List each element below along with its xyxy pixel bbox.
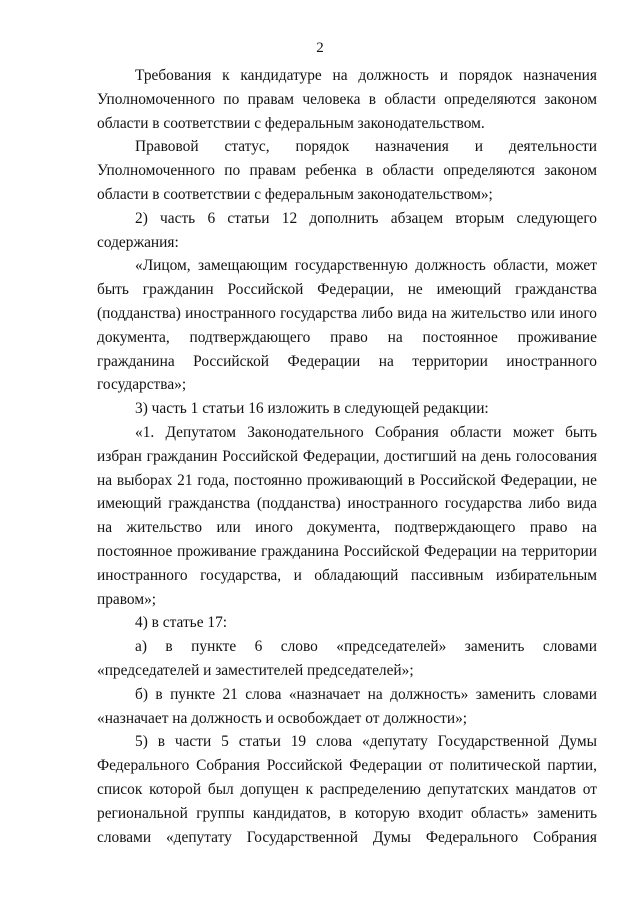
paragraph-item-4b: б) в пункте 21 слова «назначает на должность» заменить словами «назначает на должность и освобождает от должности»; [97,685,597,727]
paragraph-item-2: 2) часть 6 статьи 12 дополнить абзацем вторым следующего содержания: [97,209,597,251]
paragraph-item-4: 4) в статье 17: [135,614,228,632]
paragraph-item-4a: а) в пункте 6 слово «председателей» заменить словами «председателей и заместителей председателей»; [97,638,597,679]
paragraph-item-3: 3) часть 1 статьи 16 изложить в следующей редакции: [135,400,489,418]
page-number: 2 [316,40,324,56]
paragraph-child-rights-status: Правовой статус, порядок назначения и деятельности Уполномоченного по правам ребенка в области определяются законом области в соответствии с федеральным законодательством»; [97,138,597,203]
paragraph-item-5: 5) в части 5 статьи 19 слова «депутату Государственной Думы Федерального Собрания Российской Федерации от политической партии, список которой был допущен к распределению депутатских мандатов от региональной группы кандидатов, в которую входит область» заменить словами «депутату Государственной Думы Федерального Собрания [97,733,597,846]
document-body [97,64,597,849]
paragraph-ombudsman-requirements: Требования к кандидатуре на должность и порядок назначения Уполномоченного по правам человека в области определяются законом области в соответствии с федеральным законодательством. [97,67,597,132]
paragraph-article-12-addition: «Лицом, замещающим государственную должность области, может быть гражданин Российской Федерации, не имеющий гражданства (подданства) иностранного государства либо вида на жительство или иного документа, подтверждающего право на постоянное проживание гражданина Российской Федерации на территории иностранного государства»; [97,257,597,394]
paragraph-article-16-new-text: «1. Депутатом Законодательного Собрания области может быть избран гражданин Российской Федерации, достигший на день голосования на выборах 21 года, постоянно проживающий в Российской Федерации, не имеющий гражданства (подданства) иностранного государства либо вида на жительство или иного документа, подтверждающего право на постоянное проживание гражданина Российской Федерации на территории иностранного государства, и обладающий пассивным избирательным правом»; [97,423,597,608]
